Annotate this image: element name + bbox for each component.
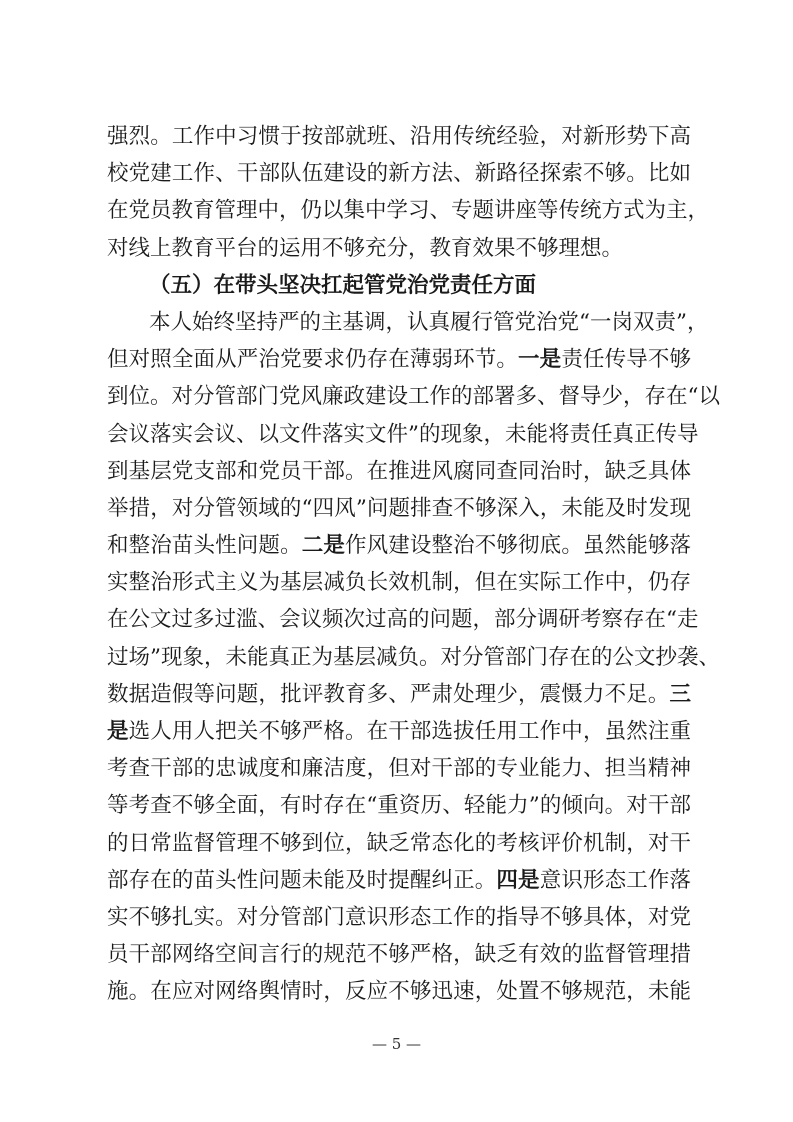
text-segment: 在党员教育管理中，仍以集中学习、专题讲座等传统方式为主，	[107, 198, 710, 224]
text-segment: 考查干部的忠诚度和廉洁度，但对干部的专业能力、担当精神	[107, 756, 691, 782]
bold-text: 二是	[301, 533, 345, 559]
document-body	[107, 118, 720, 1011]
bold-text: （五）在带头坚决扛起管党治党责任方面	[149, 272, 537, 298]
text-line	[107, 899, 691, 936]
text-segment: 到位。对分管部门党风廉政建设工作的部署多、督导少，存在“以	[107, 384, 720, 410]
text-segment: 员干部网络空间言行的规范不够严格，缺乏有效的监督管理措	[107, 942, 691, 968]
bold-text: 是	[107, 719, 129, 744]
text-segment: 数据造假等问题，批评教育多、严肃处理少，震慑力不足。	[107, 681, 670, 707]
text-line	[107, 378, 720, 415]
bold-text: 三	[669, 681, 691, 707]
text-segment: 本人始终坚持严的主基调，认真履行管党治党“一岗双责”，	[149, 309, 709, 335]
text-line	[107, 155, 691, 192]
text-segment: 到基层党支部和党员干部。在推进风腐同查同治时，缺乏具体	[107, 458, 691, 484]
text-line	[107, 973, 691, 1010]
text-line	[107, 676, 691, 713]
text-segment: 会议落实会议、以文件落实文件”的现象，未能将责任真正传导	[107, 421, 699, 447]
section-heading	[107, 267, 691, 304]
text-line	[107, 750, 691, 787]
text-line	[107, 416, 699, 453]
text-line	[107, 564, 691, 601]
text-segment: 在公文过多过滥、会议频次过高的问题，部分调研考察存在“走	[107, 607, 699, 633]
text-segment: 部存在的苗头性问题未能及时提醒纠正。	[107, 867, 497, 893]
text-line	[107, 936, 691, 973]
text-segment: 意识形态工作落	[539, 867, 691, 893]
text-line	[107, 192, 710, 229]
text-segment: 责任传导不够	[561, 347, 691, 373]
text-segment: 施。在应对网络舆情时，反应不够迅速，处置不够规范，未能	[107, 979, 691, 1005]
text-segment: 实整治形式主义为基层减负长效机制，但在实际工作中，仍存	[107, 570, 691, 596]
text-line	[107, 601, 699, 638]
text-line	[107, 825, 691, 862]
text-line	[107, 230, 691, 267]
text-segment: 作风建设整治不够彻底。虽然能够落	[344, 533, 691, 559]
text-line	[107, 341, 691, 378]
text-segment: 但对照全面从严治党要求仍存在薄弱环节。	[107, 347, 519, 373]
text-line	[107, 787, 691, 824]
text-line	[107, 639, 720, 676]
text-line	[107, 304, 709, 341]
text-segment: 对线上教育平台的运用不够充分，教育效果不够理想。	[107, 235, 624, 261]
text-segment: 的日常监督管理不够到位，缺乏常态化的考核评价机制，对干	[107, 830, 691, 856]
text-line	[107, 490, 691, 527]
bold-text: 四是	[496, 867, 540, 893]
text-line	[107, 862, 691, 899]
text-segment: 和整治苗头性问题。	[107, 533, 302, 559]
text-segment: 举措，对分管领域的“四风”问题排查不够深入，未能及时发现	[107, 495, 691, 521]
text-segment: 等考查不够全面，有时存在“重资历、轻能力”的倾向。对干部	[107, 793, 691, 819]
text-line	[107, 527, 691, 564]
text-segment: 校党建工作、干部队伍建设的新方法、新路径探索不够。比如	[107, 161, 691, 187]
text-segment: 强烈。工作中习惯于按部就班、沿用传统经验，对新形势下高	[107, 124, 691, 149]
page-number: — 5 —	[371, 1035, 422, 1053]
text-segment: 实不够扎实。对分管部门意识形态工作的指导不够具体，对党	[107, 904, 691, 930]
text-line	[107, 713, 691, 750]
text-segment: 选人用人把关不够严格。在干部选拔任用工作中，虽然注重	[128, 719, 691, 744]
text-line	[107, 118, 691, 155]
bold-text: 一是	[518, 347, 562, 373]
text-line	[107, 453, 691, 490]
text-segment: 过场”现象，未能真正为基层减负。对分管部门存在的公文抄袭、	[107, 644, 720, 670]
